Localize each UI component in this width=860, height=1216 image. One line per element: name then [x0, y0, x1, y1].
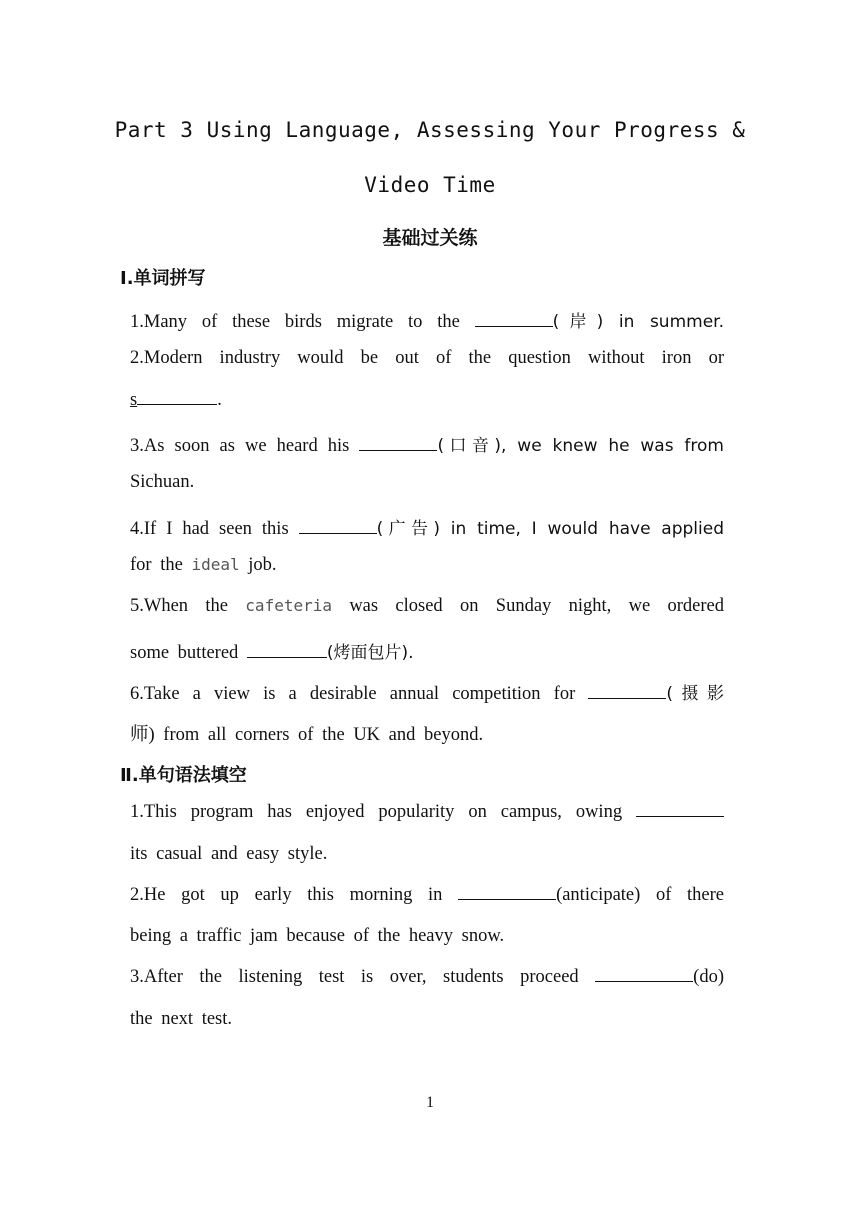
s1-q3-line [130, 431, 724, 457]
page-number: 1 [426, 1094, 434, 1111]
s1-q3-hint: (口音), we knew he was from [437, 436, 724, 456]
section-1-title: Ⅰ.单词拼写 [120, 268, 206, 289]
s2-q2-text: 2.He got up early this morning in [130, 885, 459, 905]
exercise-heading: 基础过关练 [382, 227, 478, 249]
answer-blank[interactable] [595, 967, 693, 982]
s1-q6-text: 6.Take a view is a desirable annual competition for [130, 684, 589, 704]
answer-blank[interactable] [247, 643, 327, 658]
s2-q3-line-2 [130, 1009, 724, 1030]
s2-q3-line [130, 967, 724, 988]
s2-q2-line [130, 885, 724, 906]
s1-q6-line [130, 679, 724, 705]
s1-q2-text: 2.Modern industry would be out of the question without iron or [130, 348, 724, 368]
s2-q2-line-2 [130, 926, 724, 947]
s1-q6-cont: 师) from all corners of the UK and beyond. [130, 725, 484, 745]
s1-q5-text: 5.When the [130, 596, 246, 616]
s1-q4-cont-2: job. [239, 555, 277, 575]
s1-q1-text: 1.Many of these birds migrate to the [130, 312, 475, 332]
s2-q2-hint: (anticipate) of there [556, 885, 725, 905]
s2-q1-line-2 [130, 844, 724, 865]
s1-q2-line-2 [130, 390, 724, 411]
s1-q2-prefix: s [130, 390, 138, 410]
s1-q5-text-2: was closed on Sunday night, we ordered [332, 596, 724, 616]
answer-blank[interactable] [475, 312, 553, 327]
document-title-line-2: Video Time [364, 173, 496, 197]
s1-q4-text: 4.If I had seen this [130, 519, 299, 539]
s1-q4-line-2 [130, 555, 724, 576]
s1-q1-line [130, 307, 724, 333]
s1-q3-text: 3.As soon as we heard his [130, 436, 360, 456]
s1-q4-line [130, 514, 724, 540]
section-2-title: Ⅱ.单句语法填空 [120, 765, 247, 786]
s1-q2-suffix: . [217, 390, 222, 410]
s1-q5-line-2 [130, 638, 724, 664]
s2-q3-hint: (do) [693, 967, 724, 987]
s2-q1-line [130, 802, 724, 823]
answer-blank[interactable] [588, 684, 666, 699]
s1-q4-hint: (广告) in time, I would have applied [376, 519, 725, 539]
s2-q2-cont: being a traffic jam because of the heavy snow. [130, 926, 505, 946]
s1-q3-line-2 [130, 472, 724, 493]
s1-q4-code-word: ideal [191, 555, 240, 574]
answer-blank[interactable] [137, 390, 217, 405]
s1-q6-line-2 [130, 720, 724, 746]
answer-blank[interactable] [636, 802, 724, 817]
s2-q1-cont: its casual and easy style. [130, 844, 328, 864]
s2-q1-text: 1.This program has enjoyed popularity on campus, owing [130, 802, 636, 822]
s1-q4-cont: for the [130, 555, 192, 575]
s2-q3-text: 3.After the listening test is over, students proceed [130, 967, 596, 987]
s1-q5-line [130, 596, 724, 617]
s2-q3-cont: the next test. [130, 1009, 233, 1029]
s1-q5-cont: some buttered [130, 643, 247, 663]
s1-q1-hint: (岸) in summer. [552, 312, 724, 332]
s1-q5-hint: (烤面包片). [326, 643, 414, 663]
answer-blank[interactable] [359, 436, 437, 451]
s1-q5-code-word: cafeteria [245, 596, 332, 615]
s1-q2-line [130, 348, 724, 369]
document-title-line-1: Part 3 Using Language, Assessing Your Progress & [114, 118, 746, 142]
answer-blank[interactable] [299, 519, 377, 534]
s1-q6-hint: (摄影 [666, 684, 724, 704]
answer-blank[interactable] [458, 885, 556, 900]
s1-q3-cont: Sichuan. [130, 472, 195, 492]
